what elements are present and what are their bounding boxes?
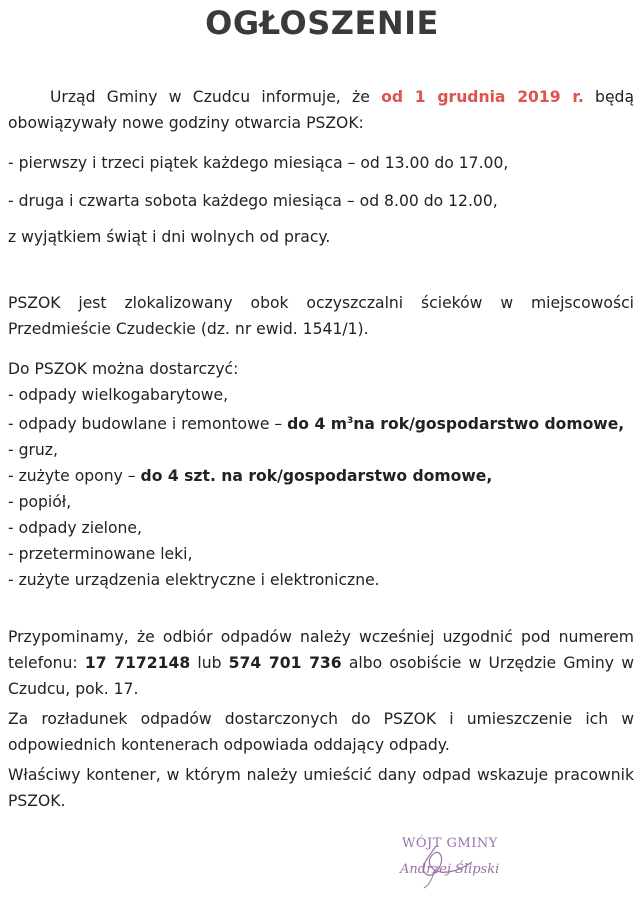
list-item-rubble: - gruz, (8, 441, 58, 460)
intro-text-1: Urząd Gminy w Czudcu informuje, że (50, 88, 382, 106)
page-title: OGŁOSZENIE (205, 4, 439, 42)
reminder-paragraph (8, 624, 634, 702)
tires-label: - zużyte opony – (8, 467, 141, 486)
list-item-green: - odpady zielone, (8, 519, 142, 538)
intro-text-2: będą obowiązywały nowe godziny otwarcia PSZOK: (8, 88, 635, 132)
intro-paragraph (8, 84, 634, 136)
effective-date: od 1 grudnia 2019 r. (381, 88, 584, 106)
hours-line-saturday: - druga i czwarta sobota każdego miesiąca – od 8.00 do 12.00, (8, 192, 498, 210)
deliverable-list (8, 356, 634, 593)
list-item-ash: - popiół, (8, 493, 72, 512)
signature-stamp (388, 832, 528, 892)
signature-title: WÓJT GMINY (402, 836, 498, 851)
phone-number-1: 17 7172148 (84, 654, 191, 672)
signature-name: Andrzej Ślipski (400, 862, 500, 877)
list-item-construction (8, 408, 634, 437)
construction-label: - odpady budowlane i remontowe – (8, 415, 288, 434)
list-item-medicine: - przeterminowane leki, (8, 545, 193, 564)
hours-line-friday: - pierwszy i trzeci piątek każdego miesiąca – od 13.00 do 17.00, (8, 154, 509, 172)
deliverable-heading: Do PSZOK można dostarczyć: (8, 360, 239, 378)
unloading-paragraph: Za rozładunek odpadów dostarczonych do PSZOK i umieszczenie ich w odpowiednich kontenerach odpowiada oddający odpady. (8, 710, 634, 754)
list-item-tires (8, 463, 634, 489)
reminder-text-3: albo osobiście w Urzędzie Gminy w Czudcu, pok. 17. (8, 654, 634, 698)
construction-limit: do 4 $m^3na$ rok/gospodarstwo domowe, (287, 415, 625, 434)
phone-number-2: 574 701 736 (228, 654, 342, 672)
list-item-bulky: - odpady wielkogabarytowe, (8, 386, 229, 404)
hours-exception: z wyjątkiem świąt i dni wolnych od pracy. (8, 228, 331, 246)
tires-limit: do 4 szt. na rok/gospodarstwo domowe, (140, 467, 493, 486)
reminder-text-2: lub (190, 654, 229, 672)
container-paragraph: Właściwy kontener, w którym należy umieścić dany odpad wskazuje pracownik PSZOK. (8, 766, 634, 810)
reminder-text-1: Przypominamy, że odbiór odpadów należy wcześniej uzgodnić pod numerem telefonu: (8, 628, 634, 672)
list-item-electronics: - zużyte urządzenia elektryczne i elektroniczne. (8, 571, 380, 590)
location-paragraph: PSZOK jest zlokalizowany obok oczyszczalni ścieków w miejscowości Przedmieście Czudeckie (dz. nr ewid. 1541/1). (8, 294, 634, 338)
